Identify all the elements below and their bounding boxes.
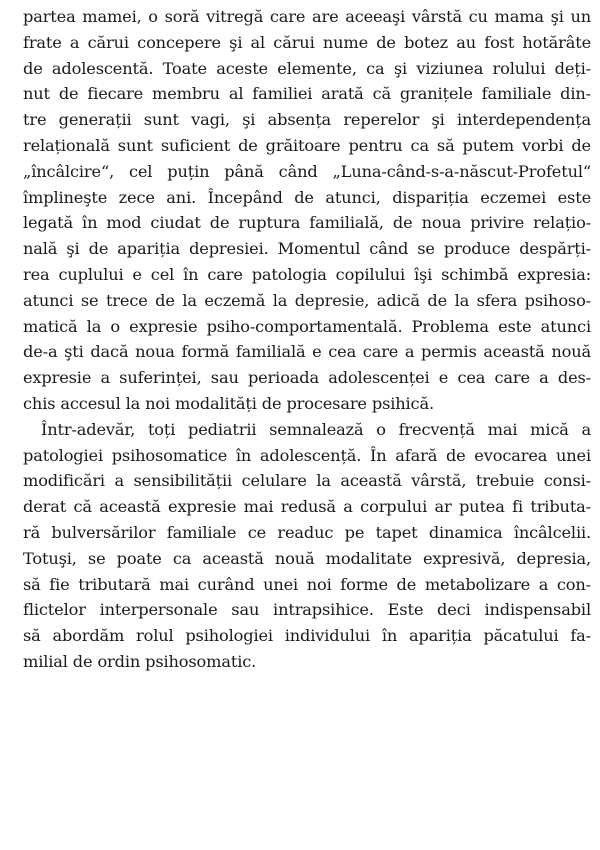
- text-line: Totuşi, se poate ca această nouă modalitate expresivă, depresia,: [23, 548, 591, 568]
- text-line: expresie a suferinței, sau perioada adolescenței e cea care a des-: [23, 368, 591, 388]
- text-line: flictelor interpersonale sau intrapsihice. Este deci indispensabil: [23, 600, 591, 620]
- text-line: ră bulversărilor familiale ce readuc pe tapet dinamica încâlcelii.: [23, 522, 591, 542]
- text-line: „încâlcire“, cel puțin până când „Luna-când-s-a-născut-Profetul“: [23, 161, 591, 181]
- paragraph-2: [23, 417, 591, 675]
- text-line: derat că această expresie mai redusă a corpului ar putea fi tributa-: [23, 497, 591, 517]
- text-line: să abordăm rolul psihologiei individului în apariția păcatului fa-: [23, 626, 591, 646]
- body-text: [23, 4, 591, 675]
- text-line: patologiei psihosomatice în adolescență. În afară de evocarea unei: [23, 445, 591, 465]
- text-line: rea cuplului e cel în care patologia copilului îşi schimbă expresia:: [23, 264, 591, 284]
- text-line: legată în mod ciudat de ruptura familială, de noua privire relațio-: [23, 213, 591, 233]
- text-line: tre generații sunt vagi, şi absența reperelor şi interdependența: [23, 110, 591, 130]
- text-line: de-a şti dacă noua formă familială e cea care a permis această nouă: [23, 342, 591, 362]
- text-line: împlineşte zece ani. Începând de atunci, dispariția eczemei este: [23, 187, 591, 207]
- text-line: de adolescentă. Toate aceste elemente, ca şi viziunea rolului deți-: [23, 58, 591, 78]
- text-line: Într-adevăr, toți pediatrii semnalează o frecvență mai mică a: [41, 419, 591, 439]
- text-line: frate a cărui concepere şi al cărui nume de botez au fost hotărâte: [23, 32, 591, 52]
- text-line: nală şi de apariția depresiei. Momentul când se produce despărți-: [23, 239, 591, 259]
- text-line: matică la o expresie psiho-comportamentală. Problema este atunci: [23, 316, 591, 336]
- text-line: atunci se trece de la eczemă la depresie, adică de la sfera psihoso-: [23, 290, 591, 310]
- text-line: să fie tributară mai curând unei noi forme de metabolizare a con-: [23, 574, 591, 594]
- text-line: nut de fiecare membru al familiei arată că granițele familiale din-: [23, 84, 591, 104]
- text-line: relațională sunt suficient de grăitoare pentru ca să putem vorbi de: [23, 135, 591, 155]
- text-line: modificări a sensibilității celulare la această vârstă, trebuie consi-: [23, 471, 591, 491]
- paragraph-1: [23, 4, 591, 417]
- text-line: milial de ordin psihosomatic.: [23, 651, 257, 671]
- text-line: chis accesul la noi modalități de procesare psihică.: [23, 393, 434, 413]
- text-line: partea mamei, o soră vitregă care are aceeaşi vârstă cu mama şi un: [23, 7, 591, 26]
